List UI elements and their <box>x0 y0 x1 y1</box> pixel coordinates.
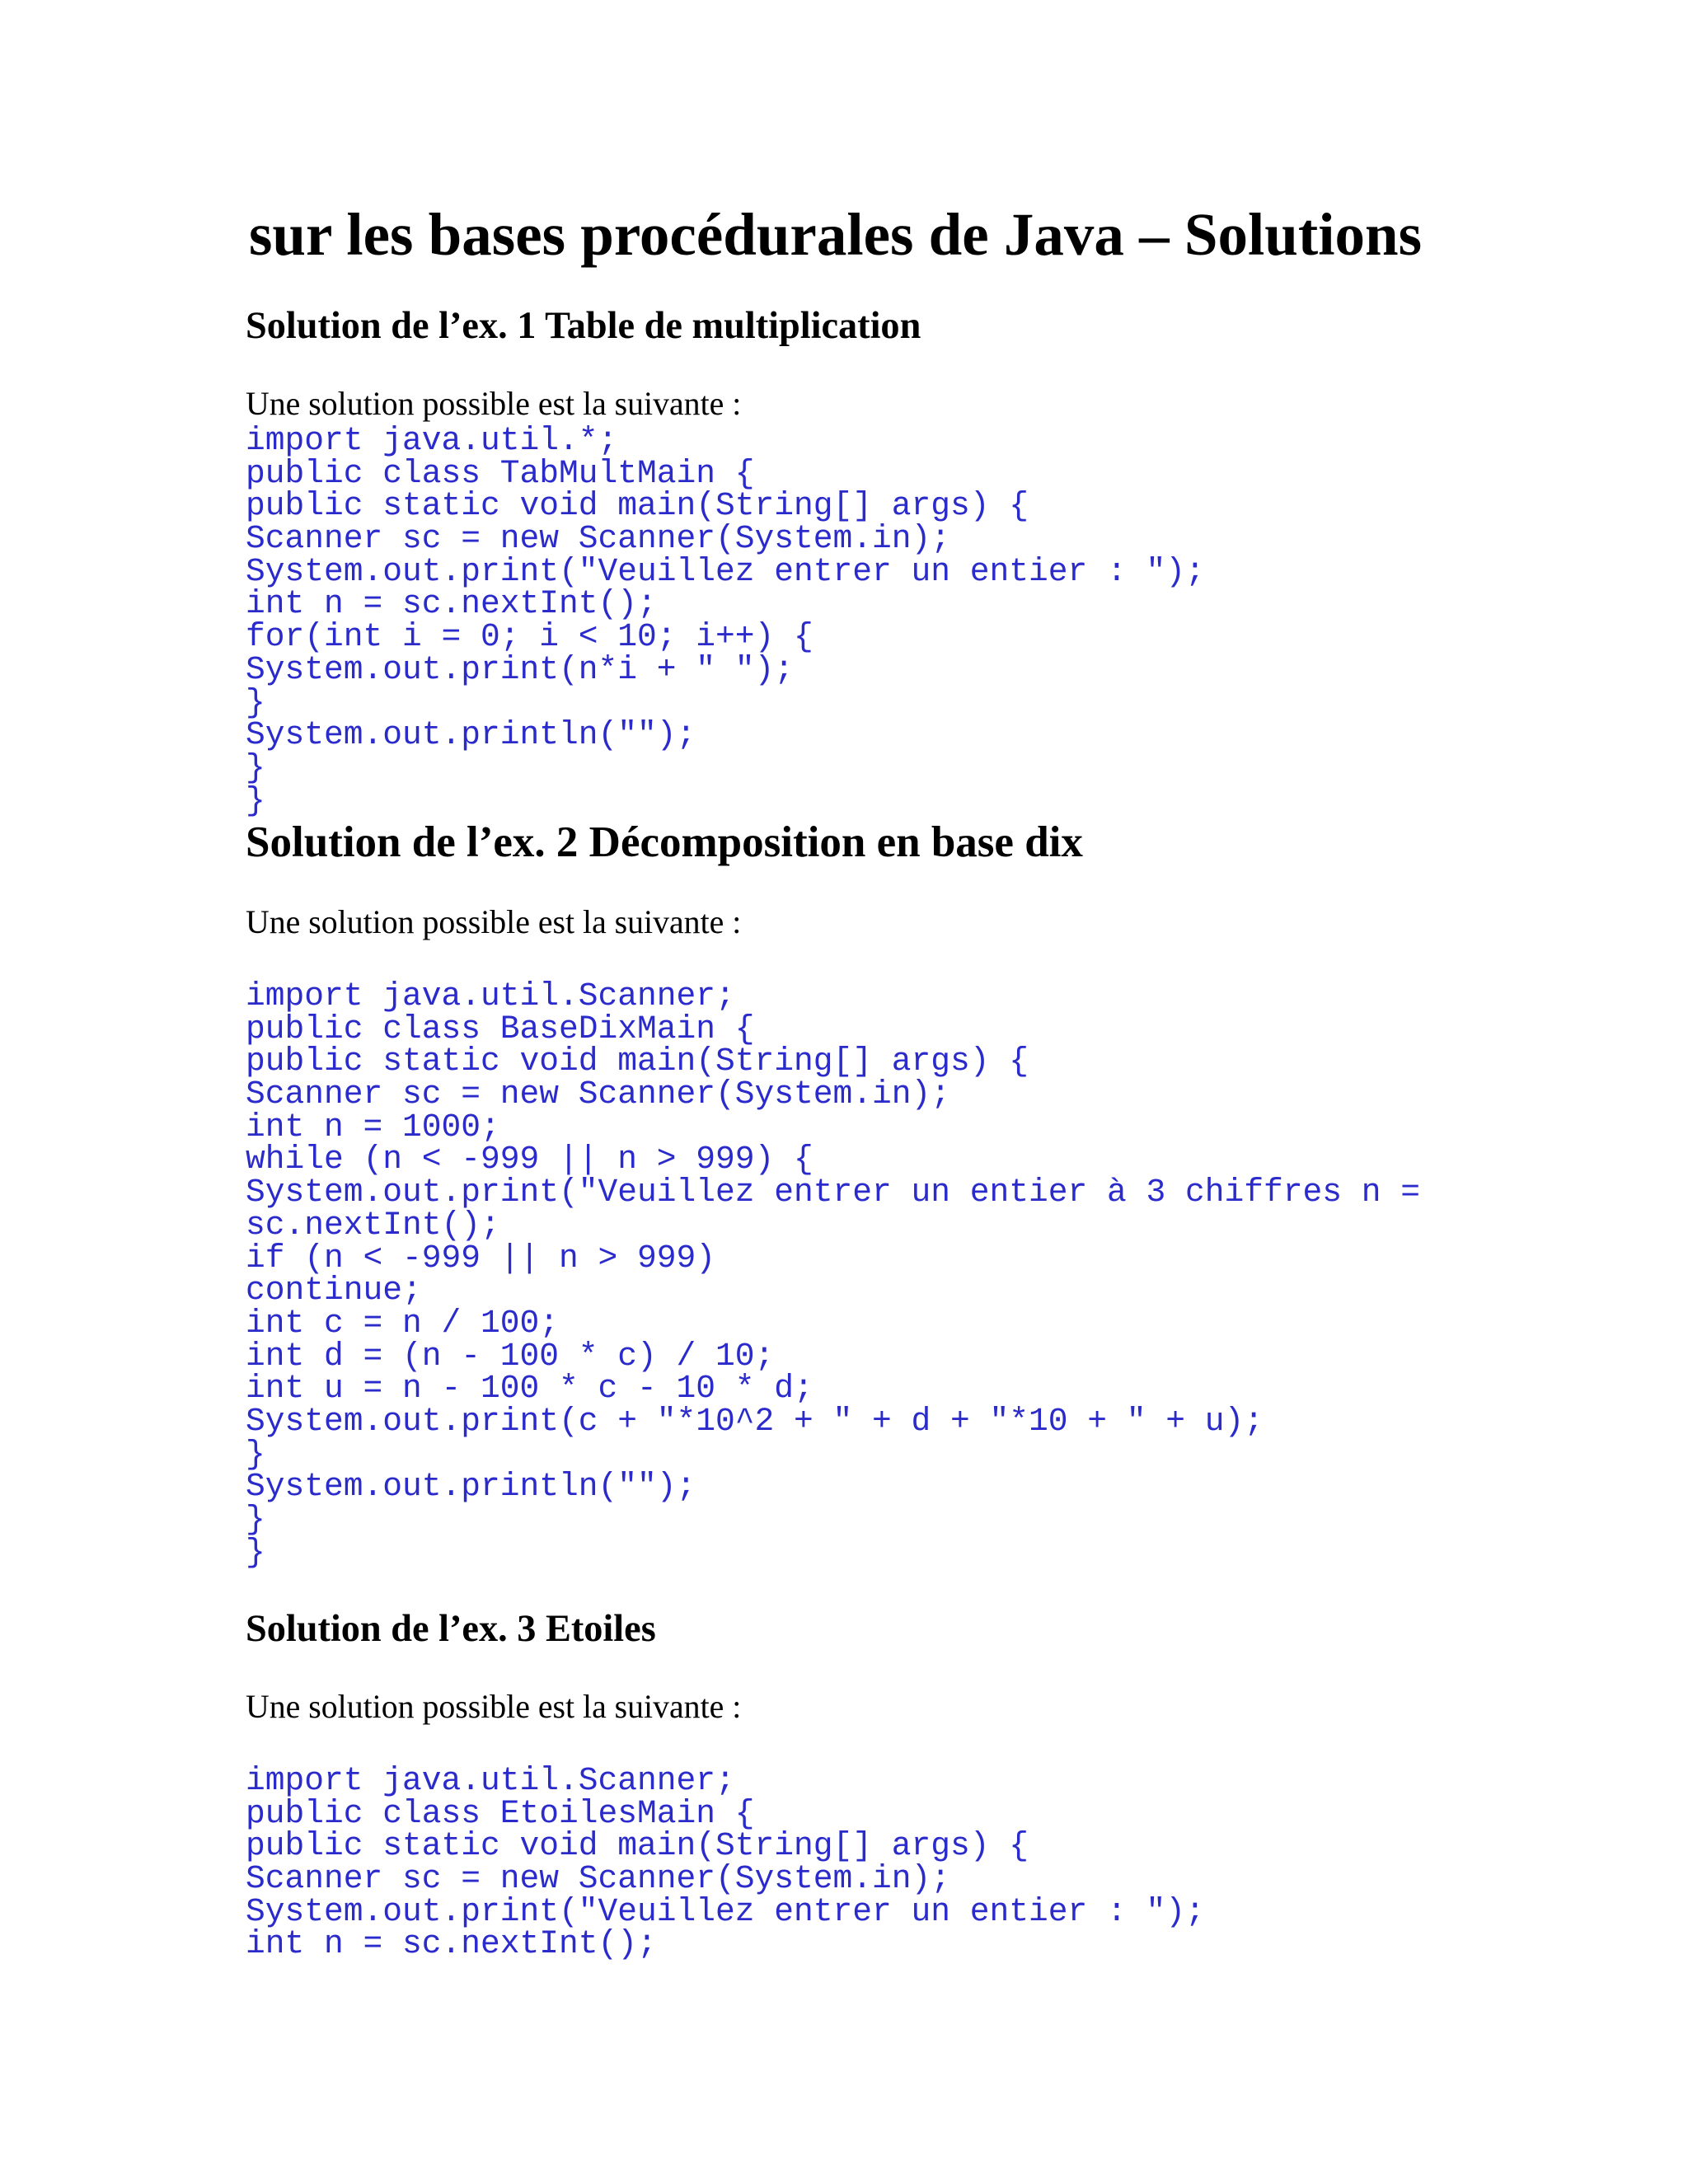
section-intro-ex1: Une solution possible est la suivante : <box>246 386 742 422</box>
section-heading-ex3: Solution de l’ex. 3 Etoiles <box>246 1608 656 1650</box>
code-line: } <box>246 781 265 819</box>
code-line: continue; <box>246 1272 422 1310</box>
code-line: System.out.println(""); <box>246 716 696 754</box>
code-line: import java.util.Scanner; <box>246 977 735 1015</box>
section-intro-ex2: Une solution possible est la suivante : <box>246 904 742 940</box>
code-line: public class TabMultMain { <box>246 454 755 492</box>
code-line: System.out.print("Veuillez entrer un entier : "); <box>246 1892 1205 1930</box>
section-heading-ex2: Solution de l’ex. 2 Décomposition en base dix <box>246 818 1083 866</box>
code-line: } <box>246 1435 265 1473</box>
code-line: Scanner sc = new Scanner(System.in); <box>246 1076 951 1113</box>
code-line: Scanner sc = new Scanner(System.in); <box>246 1860 951 1898</box>
code-line: int d = (n - 100 * c) / 10; <box>246 1337 775 1375</box>
code-line: System.out.print(n*i + " "); <box>246 650 795 688</box>
code-line: int c = n / 100; <box>246 1304 560 1342</box>
code-line: public static void main(String[] args) { <box>246 487 1029 525</box>
code-line: public class EtoilesMain { <box>246 1794 755 1832</box>
code-line: System.out.print("Veuillez entrer un entier : "); <box>246 552 1205 590</box>
code-line: } <box>246 748 265 786</box>
code-line: int n = 1000; <box>246 1108 500 1146</box>
document-title: sur les bases procédurales de Java – Solutions <box>249 201 1423 268</box>
code-line: while (n < -999 || n > 999) { <box>246 1141 814 1179</box>
code-line: for(int i = 0; i < 10; i++) { <box>246 618 814 656</box>
code-line: public static void main(String[] args) { <box>246 1827 1029 1865</box>
code-line: } <box>246 1533 265 1571</box>
code-line: Scanner sc = new Scanner(System.in); <box>246 520 951 558</box>
code-block-ex1 <box>246 424 1205 817</box>
section-intro-ex3: Une solution possible est la suivante : <box>246 1689 742 1725</box>
code-line: } <box>246 1501 265 1538</box>
code-line: public static void main(String[] args) { <box>246 1043 1029 1080</box>
code-line: int n = sc.nextInt(); <box>246 585 657 623</box>
section-heading-ex1: Solution de l’ex. 1 Table de multiplication <box>246 305 921 347</box>
code-line: import java.util.Scanner; <box>246 1762 735 1799</box>
code-block-ex3 <box>246 1762 1205 1963</box>
code-line: import java.util.*; <box>246 422 618 459</box>
code-line: int n = sc.nextInt(); <box>246 1925 657 1963</box>
code-line: System.out.print(c + "*10^2 + " + d + "*10 + " + u); <box>246 1402 1264 1440</box>
code-line: sc.nextInt(); <box>246 1206 500 1244</box>
code-line: System.out.println(""); <box>246 1468 696 1506</box>
code-block-ex2 <box>246 977 1421 1571</box>
code-line: System.out.print("Veuillez entrer un entier à 3 chiffres n = <box>246 1174 1421 1212</box>
code-line: if (n < -999 || n > 999) <box>246 1239 716 1277</box>
code-line: public class BaseDixMain { <box>246 1010 755 1047</box>
code-line: } <box>246 683 265 721</box>
code-line: int u = n - 100 * c - 10 * d; <box>246 1370 814 1408</box>
